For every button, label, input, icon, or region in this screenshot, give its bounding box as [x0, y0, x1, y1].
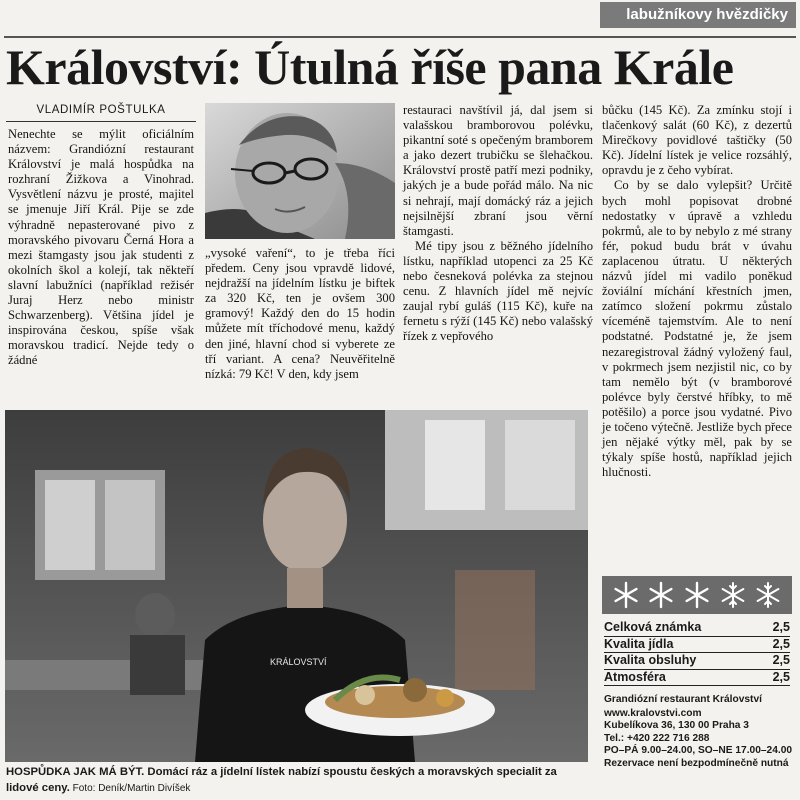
paragraph: restauraci navštívil já, dal jsem si valašskou bramborovou polévku, pikantní soté s opečeným bramborem a jako dezert trubičku se šlehačkou. Království prostě patří mezi podniky, jakých je a bude pořád málo. Na nic si nehrají, mají domácký ráz a jejich nejsilnější zbraní jsou věrní štamgasti.	[403, 103, 593, 238]
rating-row	[604, 620, 790, 637]
caption-lead: HOSPŮDKA JAK MÁ BÝT.	[6, 766, 145, 778]
rating-label: Kvalita jídla	[604, 636, 674, 651]
paragraph: Mé tipy jsou z běžného jídelního lístku, například utopenci za 25 Kč nebo česneková polévka za stejnou cenu. Z hlavních jídel mě nejvíc zaujal rybí guláš (115 Kč), kuře na fernetu s rýží (145 Kč) nebo valašský řízek z vepřového	[403, 238, 593, 344]
rating-row	[604, 670, 790, 687]
rating-row	[604, 637, 790, 654]
rating-value: 2,5	[772, 636, 790, 651]
snowflake-star-icon	[612, 581, 640, 609]
paragraph: „vysoké vaření“, to je třeba říci předem. Ceny jsou vpravdě lidové, nejdražší na jídelním lístku je biftek za 320 Kč, ten je ovšem 300 gramový! Každý den do 15 hodin můžete mít tříchodové menu, každý den jiné, hlavní chod si vyberete ze tří variant. A cena? Neuvěřitelně nízká: 79 Kč! V den, kdy jsem	[205, 246, 395, 381]
rating-label: Celková známka	[604, 620, 702, 634]
caption-text: Domácí ráz a jídelní lístek nabízí spoustu českých a moravských specialit za lidové ceny.	[6, 766, 557, 794]
article-column-3	[403, 103, 593, 408]
paragraph: bůčku (145 Kč). Za zmínku stojí i tlačenkový salát (60 Kč), z dezertů Mirečkovy povidlové taštičky (50 Kč). Jídelní lístek je velice rozsáhlý, opravdu je z čeho vybírat.	[602, 103, 792, 178]
snowflake-star-icon	[754, 581, 782, 609]
restaurant-phone: Tel.: +420 222 716 288	[604, 732, 710, 744]
restaurant-info	[604, 694, 796, 770]
rating-value: 2,5	[772, 653, 790, 667]
rating-label: Kvalita obsluhy	[604, 653, 697, 667]
page-header	[0, 0, 800, 38]
article-column-2	[205, 246, 395, 406]
apron-logo-text: KRÁLOVSTVÍ	[270, 657, 327, 667]
restaurant-address: Kubelíkova 36, 130 00 Praha 3	[604, 720, 749, 731]
rating-value: 2,5	[772, 620, 790, 634]
rating-stars	[602, 576, 792, 614]
headline: Království: Útulná říše pana Krále	[6, 39, 734, 95]
rating-value: 2,5	[772, 669, 790, 684]
byline: VLADIMÍR POŠTULKA	[36, 104, 166, 116]
opening-hours: PO–PÁ 9.00–24.00, SO–NE 17.00–24.00	[604, 745, 793, 756]
rating-row	[604, 653, 790, 670]
snowflake-star-icon	[647, 581, 675, 609]
paragraph: Co by se dalo vylepšit? Určitě bych mohl popisovat drobné nedostatky v úpravě a vzhledu pokrmů, ale to by nebylo z mé strany fér, pokud budu brát v úvahu zaplacenou útratu. U některých názvů jídel mi vadilo poněkud žoviální míchání křestních jmen, zatímco složení pokrmu zůstalo víceméně tajemstvím. Ale to není podstatné. Podstatné je, že jsem nezaregistroval žádný vyložený faul, v pokrmech jsem nezjistil nic, co by tam nemělo být (v bramborové polévce byly čerstvé hříbky, to mě potěšilo) a porce jsou vydatné. Pivo je točeno výtečně. Jestliže bych přece jen nějaké výtky měl, pak by se týkaly spíše hostů, například jejich hlučnosti.	[602, 178, 792, 480]
byline-rule	[6, 121, 196, 122]
section-label: labužníkovy hvězdičky	[600, 2, 796, 28]
photo-credit: Foto: Deník/Martin Divíšek	[69, 783, 191, 794]
article-column-4	[602, 103, 792, 565]
paragraph: Nenechte se mýlit oficiálním názvem: Grandiózní restaurant Království je malá hospůdka na rozhraní Žižkova a Vinohrad. Vysvětlení názvu je prosté, majitel se jmenuje Jiří Král. Pije se zde výhradně nepasterované pivo z moravského pivovaru Černá Hora a mezi štamgasty jsou jak studenti z okolních škol a kolejí, tak někteří slavní labužníci (například režisér Juraj Herz nebo ministr Schwarzenberg). Většina jídel je inspirována českou, spíše však moravskou tradicí. Nejde tedy o žádné	[8, 127, 194, 368]
snowflake-star-icon	[683, 581, 711, 609]
restaurant-name: Grandiózní restaurant Království	[604, 694, 762, 705]
photo-caption	[6, 764, 590, 797]
author-portrait	[205, 103, 395, 239]
restaurant-photo	[5, 410, 588, 762]
snowflake-star-icon	[719, 581, 747, 609]
rating-label: Atmosféra	[604, 669, 666, 684]
restaurant-website[interactable]: www.kralovstvi.com	[604, 707, 702, 719]
article-column-1	[8, 127, 194, 407]
reservation-note: Rezervace není bezpodmínečně nutná	[604, 757, 789, 769]
ratings-table	[604, 620, 790, 686]
